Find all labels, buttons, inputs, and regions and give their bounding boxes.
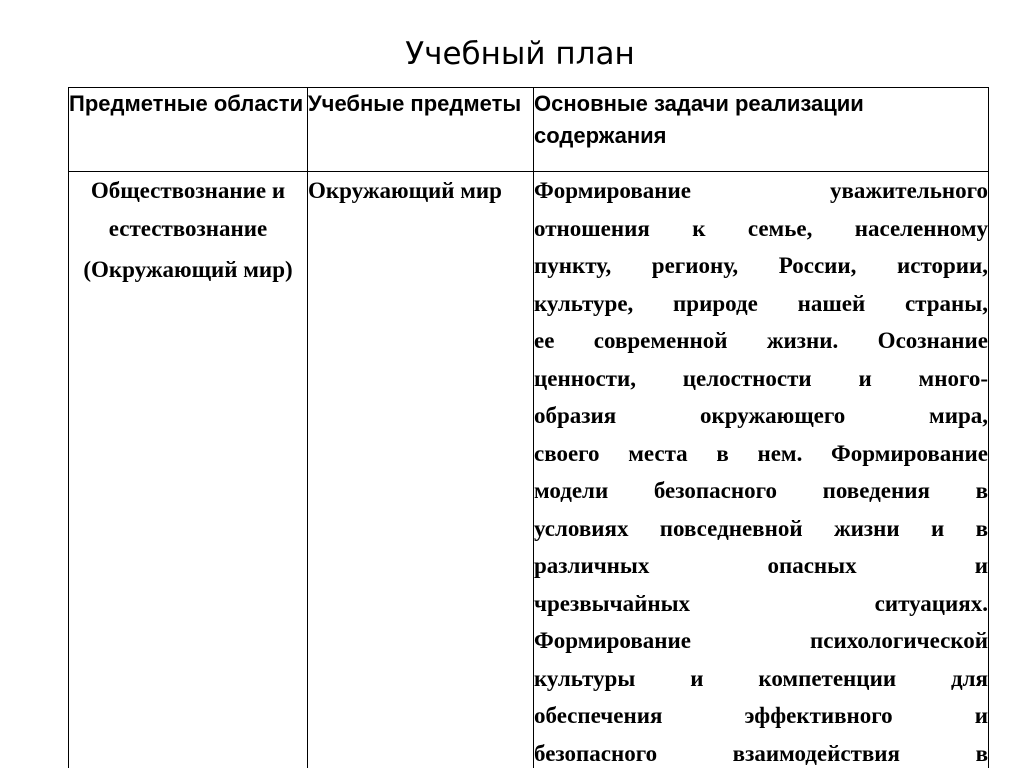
curriculum-table bbox=[68, 87, 989, 768]
slide-title: Учебный план bbox=[405, 36, 635, 72]
tasks-line: модели безопасного поведения в bbox=[534, 478, 988, 503]
subject-area-name: Обществознание и естествознание bbox=[90, 178, 286, 241]
tasks-line: условиях повседневной жизни и в bbox=[534, 515, 988, 541]
tasks-line: образия окружающего мира, bbox=[534, 403, 988, 428]
cell-subject-area bbox=[69, 172, 308, 768]
subject-area-note: (Окружающий мир) bbox=[83, 257, 293, 282]
tasks-line: ценности, целостности и много- bbox=[534, 365, 988, 391]
tasks-line: обеспечения эффективного и bbox=[534, 703, 988, 728]
tasks-line: ее современной жизни. Осознание bbox=[534, 328, 988, 353]
cell-main-tasks bbox=[534, 172, 989, 768]
tasks-line: безопасного взаимодействия в bbox=[534, 740, 988, 766]
tasks-line: различных опасных и bbox=[534, 553, 988, 578]
tasks-line: отношения к семье, населенному bbox=[534, 215, 988, 241]
table-header-row bbox=[69, 88, 989, 172]
table-row bbox=[69, 172, 989, 768]
header-subject-areas: Предметные области bbox=[69, 88, 308, 172]
tasks-line: культуре, природе нашей страны, bbox=[534, 290, 988, 316]
header-main-tasks: Основные задачи реализации содержания bbox=[534, 88, 989, 172]
tasks-line: культуры и компетенции для bbox=[534, 665, 988, 691]
tasks-line: чрезвычайных ситуациях. bbox=[534, 590, 988, 616]
tasks-line: пункту, региону, России, истории, bbox=[534, 253, 988, 278]
tasks-line: Формирование уважительного bbox=[534, 178, 988, 203]
cell-subject: Окружающий мир bbox=[308, 172, 534, 768]
header-subjects: Учебные предметы bbox=[308, 88, 534, 172]
tasks-line: своего места в нем. Формирование bbox=[534, 440, 988, 466]
tasks-line: Формирование психологической bbox=[534, 628, 988, 653]
